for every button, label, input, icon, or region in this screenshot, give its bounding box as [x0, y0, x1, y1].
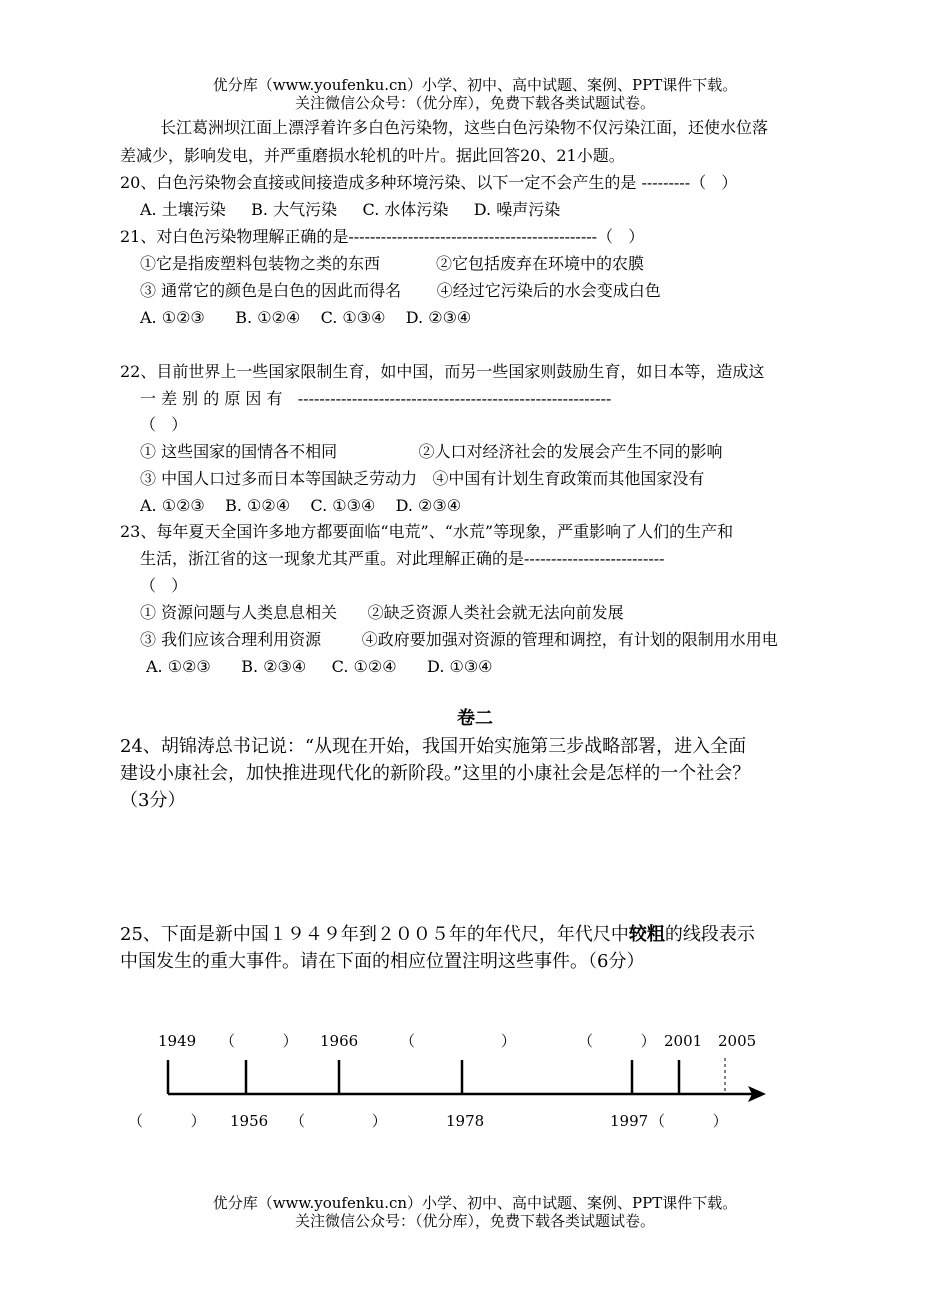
- label-1966: 1966: [320, 1032, 359, 1050]
- q25-text-pre: 25、下面是新中国１９４９年到２００５年的年代尺，年代尺中: [120, 924, 629, 945]
- q23-statement-2: ③ 我们应该合理利用资源 ④政府要加强对资源的管理和调控，有计划的限制用水用电: [140, 630, 778, 649]
- blank-paren-4: （ ）: [290, 1112, 387, 1130]
- blank-paren-1: （ ）: [220, 1032, 298, 1050]
- q22-stem-2: 一 差 别 的 原 因 有 ----------------------------------------------------------: [140, 389, 612, 408]
- q23-options: A. ①②③ B. ②③④ C. ①②④ D. ①③④: [146, 657, 493, 676]
- q21-statement-2: ③ 通常它的颜色是白色的因此而得名 ④经过它污染后的水会变成白色: [140, 281, 661, 300]
- label-1956: 1956: [230, 1112, 269, 1130]
- blank-paren-0: （ ）: [128, 1112, 206, 1130]
- q24-line-1: 24、胡锦涛总书记说：“从现在开始，我国开始实施第三步战略部署，进入全面: [120, 736, 747, 757]
- q23-answer-paren: （ ）: [140, 576, 188, 595]
- header-line-2: 关注微信公众号：（优分库），免费下载各类试题试卷。: [294, 94, 655, 112]
- label-1997: 1997: [610, 1112, 649, 1130]
- blank-paren-5: （ ）: [650, 1112, 728, 1130]
- q21-statement-1: ①它是指废塑料包装物之类的东西 ②它包括废弃在环境中的农膜: [140, 254, 644, 273]
- q22-statement-1: ① 这些国家的国情各不相同 ②人口对经济社会的发展会产生不同的影响: [140, 442, 723, 461]
- footer-line-2: 关注微信公众号：（优分库），免费下载各类试题试卷。: [294, 1212, 655, 1230]
- label-1978: 1978: [446, 1112, 485, 1130]
- q20-stem: 20、白色污染物会直接或间接造成多种环境污染、以下一定不会产生的是 ---------（ ）: [120, 173, 738, 192]
- label-2005: 2005: [718, 1032, 757, 1050]
- q23-stem-1: 23、每年夏天全国许多地方都要面临“电荒”、“水荒”等现象，严重影响了人们的生产和: [120, 522, 734, 541]
- blank-paren-2: （ ）: [400, 1032, 516, 1050]
- q25-line-2: 中国发生的重大事件。请在下面的相应位置注明这些事件。（6分）: [120, 951, 645, 972]
- q22-statement-2: ③ 中国人口过多而日本等国缺乏劳动力 ④中国有计划生育政策而其他国家没有: [140, 469, 705, 488]
- header-line-1: 优分库（www.youfenku.cn）小学、初中、高中试题、案例、PPT课件下载。: [212, 76, 738, 94]
- q24-line-2: 建设小康社会，加快推进现代化的新阶段。”这里的小康社会是怎样的一个社会？: [120, 763, 751, 784]
- q20-options: A. 土壤污染 B. 大气污染 C. 水体污染 D. 噪声污染: [140, 200, 561, 219]
- passage-line-1: 长江葛洲坝江面上漂浮着许多白色污染物，这些白色污染物不仅污染江面，还使水位落: [160, 118, 769, 137]
- q22-stem-1: 22、目前世界上一些国家限制生育，如中国，而另一些国家则鼓励生育，如日本等，造成这: [120, 362, 765, 381]
- q25-text-post: 的线段表示: [664, 924, 755, 945]
- q21-stem: 21、对白色污染物理解正确的是----------------------------------------------（ ）: [120, 227, 645, 246]
- label-1949: 1949: [158, 1032, 197, 1050]
- label-2001: 2001: [664, 1032, 703, 1050]
- q24-line-3: （3分）: [120, 790, 186, 811]
- q23-stem-2: 生活，浙江省的这一现象尤其严重。对此理解正确的是--------------------------: [140, 549, 665, 568]
- q22-answer-paren: （ ）: [140, 415, 188, 434]
- q25-text-bold: 较粗: [628, 924, 665, 945]
- footer-line-1: 优分库（www.youfenku.cn）小学、初中、高中试题、案例、PPT课件下载。: [212, 1194, 738, 1212]
- passage-line-2: 差减少，影响发电，并严重磨损水轮机的叶片。据此回答20、21小题。: [120, 146, 625, 165]
- q22-options: A. ①②③ B. ①②④ C. ①③④ D. ②③④: [140, 496, 462, 515]
- section-title: 卷二: [457, 708, 493, 729]
- q21-options: A. ①②③ B. ①②④ C. ①③④ D. ②③④: [140, 308, 472, 327]
- blank-paren-3: （ ）: [578, 1032, 656, 1050]
- q23-statement-1: ① 资源问题与人类息息相关 ②缺乏资源人类社会就无法向前发展: [140, 603, 624, 622]
